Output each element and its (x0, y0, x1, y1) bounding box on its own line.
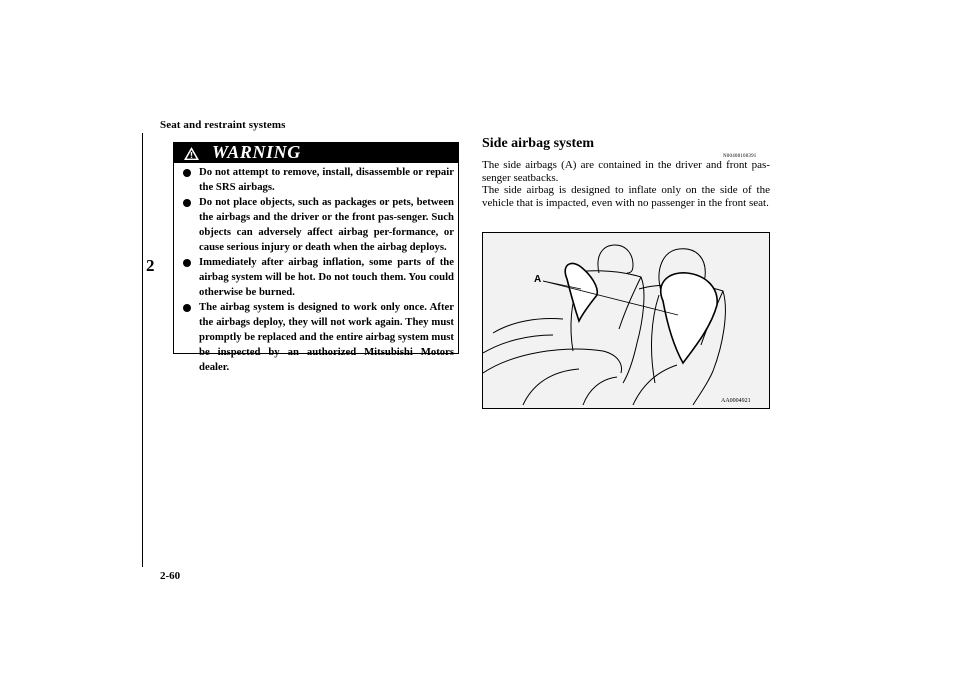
page-header-title: Seat and restraint systems (160, 119, 286, 131)
seat-airbag-figure (482, 232, 770, 409)
warning-item (182, 195, 454, 255)
section-title: Side airbag system (482, 136, 594, 151)
warning-title: WARNING (212, 142, 301, 162)
warning-item-text: Immediately after airbag inflation, some parts of the airbag system will be hot. Do not touch them. You could otherwise be burned. (199, 256, 454, 298)
bullet-icon (183, 169, 191, 177)
warning-item-text: Do not attempt to remove, install, disassemble or repair the SRS airbags. (199, 166, 454, 193)
section-code: N00408100391 (723, 154, 757, 159)
figure-label-a: A (534, 274, 542, 285)
warning-box (173, 142, 459, 373)
warning-triangle-icon (183, 146, 200, 161)
page-number: 2-60 (160, 570, 181, 582)
section-paragraph: The side airbags (A) are contained in the driver and front pas-senger seatbacks. (482, 159, 770, 184)
warning-item-text: Do not place objects, such as packages or pets, between the airbags and the driver or the front pas-senger. Such objects can adversely affect airbag per-formance, or cause serious injury or death when the airbag deploys. (199, 196, 454, 253)
warning-band (174, 143, 458, 163)
bullet-icon (183, 199, 191, 207)
warning-item-text: The airbag system is designed to work only once. After the airbags deploy, they will not work again. They must promptly be replaced and the entire airbag system must be inspected by an authorized Mitsubishi Motors dealer. (199, 301, 454, 373)
chapter-number: 2 (146, 256, 155, 275)
section-paragraph: The side airbag is designed to inflate only on the side of the vehicle that is impacted, even with no passenger in the front seat. (482, 184, 770, 209)
figure-code: AA0004921 (721, 398, 751, 404)
section-body (482, 159, 770, 209)
warning-item (182, 165, 454, 195)
bullet-icon (183, 259, 191, 267)
seat-illustration (483, 233, 769, 408)
chapter-bar (142, 133, 143, 567)
warning-item (182, 255, 454, 300)
bullet-icon (183, 304, 191, 312)
warning-list (182, 165, 454, 375)
warning-item (182, 300, 454, 375)
